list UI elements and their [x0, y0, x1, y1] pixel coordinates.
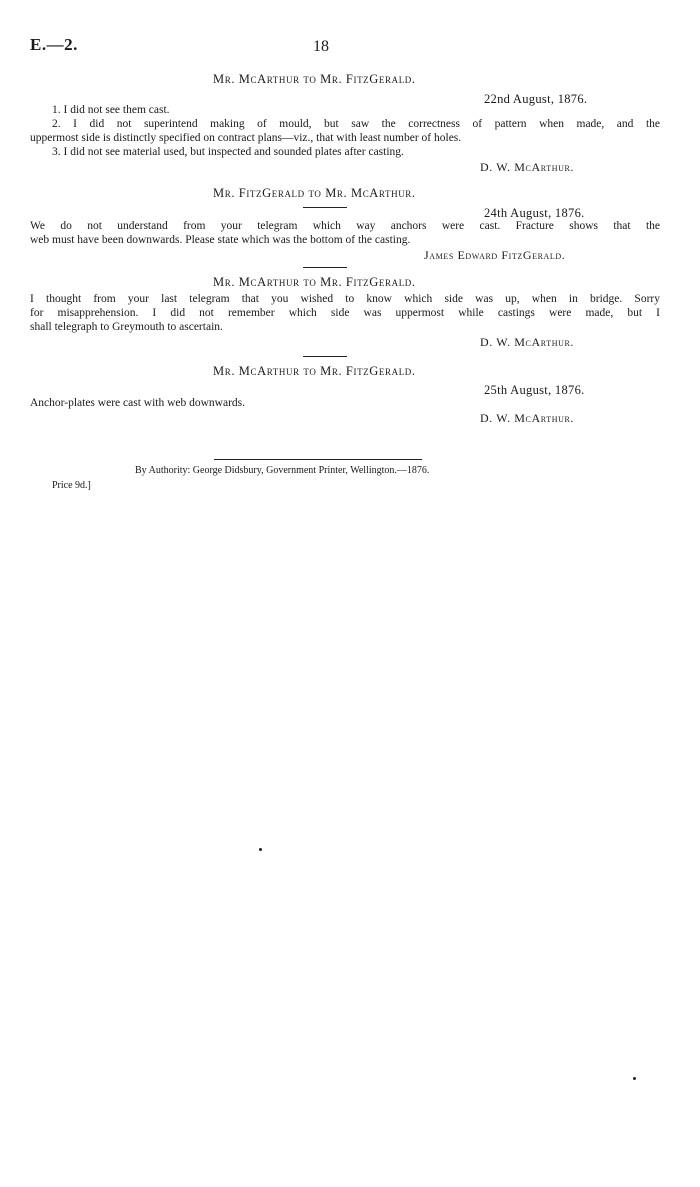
scan-speck — [259, 848, 262, 851]
section-4-date: 25th August, 1876. — [484, 383, 585, 397]
section-2-heading: Mr. FitzGerald to Mr. McArthur. — [213, 186, 416, 200]
section-divider — [303, 267, 347, 268]
section-4-line-1: Anchor-plates were cast with web downwards. — [30, 397, 246, 409]
section-1-heading: Mr. McArthur to Mr. FitzGerald. — [213, 72, 416, 86]
section-1-line-3: uppermost side is distinctly specified on contract plans—viz., that with least number of holes. — [30, 132, 462, 144]
section-4-heading: Mr. McArthur to Mr. FitzGerald. — [213, 364, 416, 378]
section-1-date: 22nd August, 1876. — [484, 92, 588, 106]
section-3-heading: Mr. McArthur to Mr. FitzGerald. — [213, 275, 416, 289]
section-2-date: 24th August, 1876. — [484, 206, 585, 220]
section-3-line-3: shall telegraph to Greymouth to ascertain. — [30, 321, 223, 333]
section-3-line-1: I thought from your last telegram that you wished to know which side was up, when in bridge. Sorry — [30, 293, 660, 305]
scan-speck — [633, 1077, 636, 1080]
section-1-line-2: 2. I did not superintend making of mould, but saw the correctness of pattern when made, and the — [52, 118, 660, 130]
page-number: 18 — [313, 38, 329, 55]
section-divider — [303, 207, 347, 208]
section-2-line-1: We do not understand from your telegram which way anchors were cast. Fracture shows that the — [30, 220, 660, 232]
section-3-signature: D. W. McArthur. — [480, 335, 574, 349]
section-1-line-4: 3. I did not see material used, but inspected and sounded plates after casting. — [52, 146, 404, 158]
section-2-signature: James Edward FitzGerald. — [424, 248, 566, 262]
printer-authority — [135, 465, 429, 476]
price-note: Price 9d.] — [52, 480, 91, 491]
section-1-line-1: 1. I did not see them cast. — [52, 104, 170, 116]
document-reference: E.—2. — [30, 35, 78, 54]
section-4-signature: D. W. McArthur. — [480, 411, 574, 425]
printer-authority-text: By Authority: George Didsbury, Government Printer, Wellington.—1876. — [135, 465, 430, 476]
section-1-signature: D. W. McArthur. — [480, 160, 574, 174]
section-2-line-2: web must have been downwards. Please state which was the bottom of the casting. — [30, 234, 411, 246]
footer-rule — [214, 459, 422, 460]
section-divider — [303, 356, 347, 357]
section-3-line-2: for misapprehension. I did not remember which side was uppermost while castings were made, but I — [30, 307, 660, 319]
